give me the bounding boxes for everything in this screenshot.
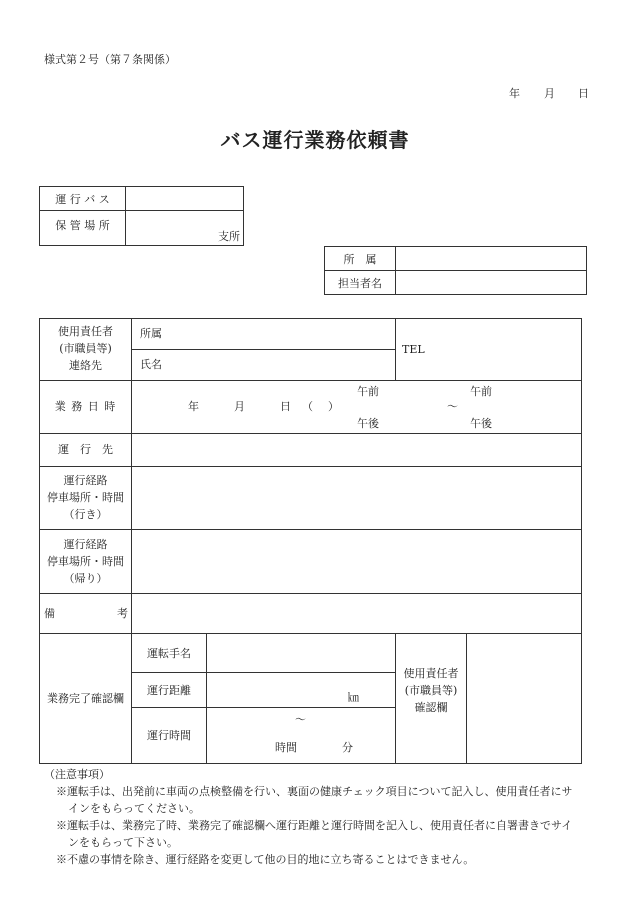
- branch-suffix: 支所: [218, 229, 240, 243]
- bus-field[interactable]: [126, 187, 244, 211]
- form-number: 様式第２号（第７条関係）: [44, 53, 176, 66]
- note-2-line-2: ンをもらって下さい。: [68, 836, 178, 849]
- responsible-label: 使用責任者: [58, 325, 113, 338]
- responsible-label-sub: (市職員等): [59, 342, 112, 355]
- affiliation-text: 所属: [140, 327, 162, 340]
- person-field[interactable]: [396, 271, 587, 295]
- distance-field[interactable]: [207, 673, 395, 707]
- schedule-label: 業 務 日 時: [54, 400, 117, 413]
- remarks-label-right: 考: [117, 607, 128, 620]
- date-month-label: 月: [544, 87, 555, 100]
- destination-field[interactable]: [132, 434, 581, 466]
- destination-label: 運 行 先: [58, 443, 113, 456]
- paren-close: ）: [328, 400, 339, 413]
- tel-divider: [395, 318, 396, 380]
- bus-info-table: [39, 186, 244, 246]
- notes-section: [44, 766, 614, 868]
- note-1-line-1: ※運転手は、出発前に車両の点検整備を行い、裏面の健康チェック項目について記入し、使用責任者にサ: [56, 785, 573, 798]
- schedule-year: 年: [188, 400, 199, 413]
- distance-row-line: [131, 707, 396, 708]
- paren-open: （: [302, 400, 313, 413]
- end-am: 午前: [470, 385, 492, 398]
- route-back-field[interactable]: [132, 530, 581, 593]
- driver-field[interactable]: [207, 634, 395, 672]
- note-2-line-1: ※運転手は、業務完了時、業務完了確認欄へ運行距離と運行時間を記入し、使用責任者に自署書きでサイ: [56, 819, 573, 832]
- name-text: 氏名: [140, 358, 162, 371]
- contact-label: 連絡先: [69, 359, 102, 372]
- remarks-label-left: 備: [44, 607, 55, 620]
- route-out-label: 運行経路: [63, 474, 108, 487]
- affiliation-name-divider: [131, 349, 396, 350]
- confirm-divider: [395, 633, 396, 764]
- end-pm: 午後: [470, 417, 492, 430]
- note-1-line-2: インをもらってください。: [68, 802, 200, 815]
- storage-label: 保 管 場 所: [40, 211, 126, 246]
- confirm-label-field: 確認欄: [414, 701, 448, 714]
- route-out-field[interactable]: [132, 467, 581, 529]
- completion-label: 業務完了確認欄: [47, 692, 124, 705]
- distance-label: 運行距離: [147, 684, 191, 697]
- contact-table: [324, 246, 587, 295]
- schedule-month: 月: [234, 400, 245, 413]
- affiliation-label: 所 属: [325, 247, 396, 271]
- route-out-stops-label: 停車場所・時間: [47, 491, 124, 504]
- route-back-stops-label: 停車場所・時間: [47, 555, 124, 568]
- person-label: 担当者名: [325, 271, 396, 295]
- form-title: バス運行業務依頼書: [220, 128, 410, 152]
- time-tilde: ～: [295, 713, 306, 726]
- note-3: ※不慮の事情を除き、運行経路を変更して他の目的地に立ち寄ることはできません。: [56, 853, 475, 866]
- driver-label: 運転手名: [147, 647, 191, 660]
- schedule-tilde: ～: [447, 400, 458, 413]
- remarks-field[interactable]: [132, 594, 581, 633]
- start-pm: 午後: [357, 417, 379, 430]
- notes-heading: （注意事項）: [44, 768, 110, 781]
- start-am: 午前: [357, 385, 379, 398]
- confirm-label: 使用責任者: [403, 667, 459, 680]
- affiliation-field[interactable]: [396, 247, 587, 271]
- time-label: 運行時間: [147, 729, 191, 742]
- time-hours-unit: 時間: [275, 741, 297, 754]
- storage-field[interactable]: [126, 211, 244, 246]
- route-back-label: 運行経路: [63, 538, 108, 551]
- confirm-label-sub: (市職員等): [404, 684, 458, 697]
- signature-field[interactable]: [467, 634, 581, 763]
- date-year-label: 年: [509, 87, 520, 100]
- schedule-day: 日: [280, 400, 291, 413]
- route-back-direction: （帰り）: [63, 572, 108, 585]
- time-minutes-unit: 分: [342, 741, 353, 754]
- route-out-direction: （行き）: [63, 508, 108, 521]
- distance-unit: ㎞: [348, 691, 359, 704]
- row-line: [39, 380, 582, 381]
- bus-label: 運 行 バ ス: [40, 187, 126, 211]
- date-day-label: 日: [578, 87, 589, 100]
- tel-text: TEL: [402, 343, 425, 356]
